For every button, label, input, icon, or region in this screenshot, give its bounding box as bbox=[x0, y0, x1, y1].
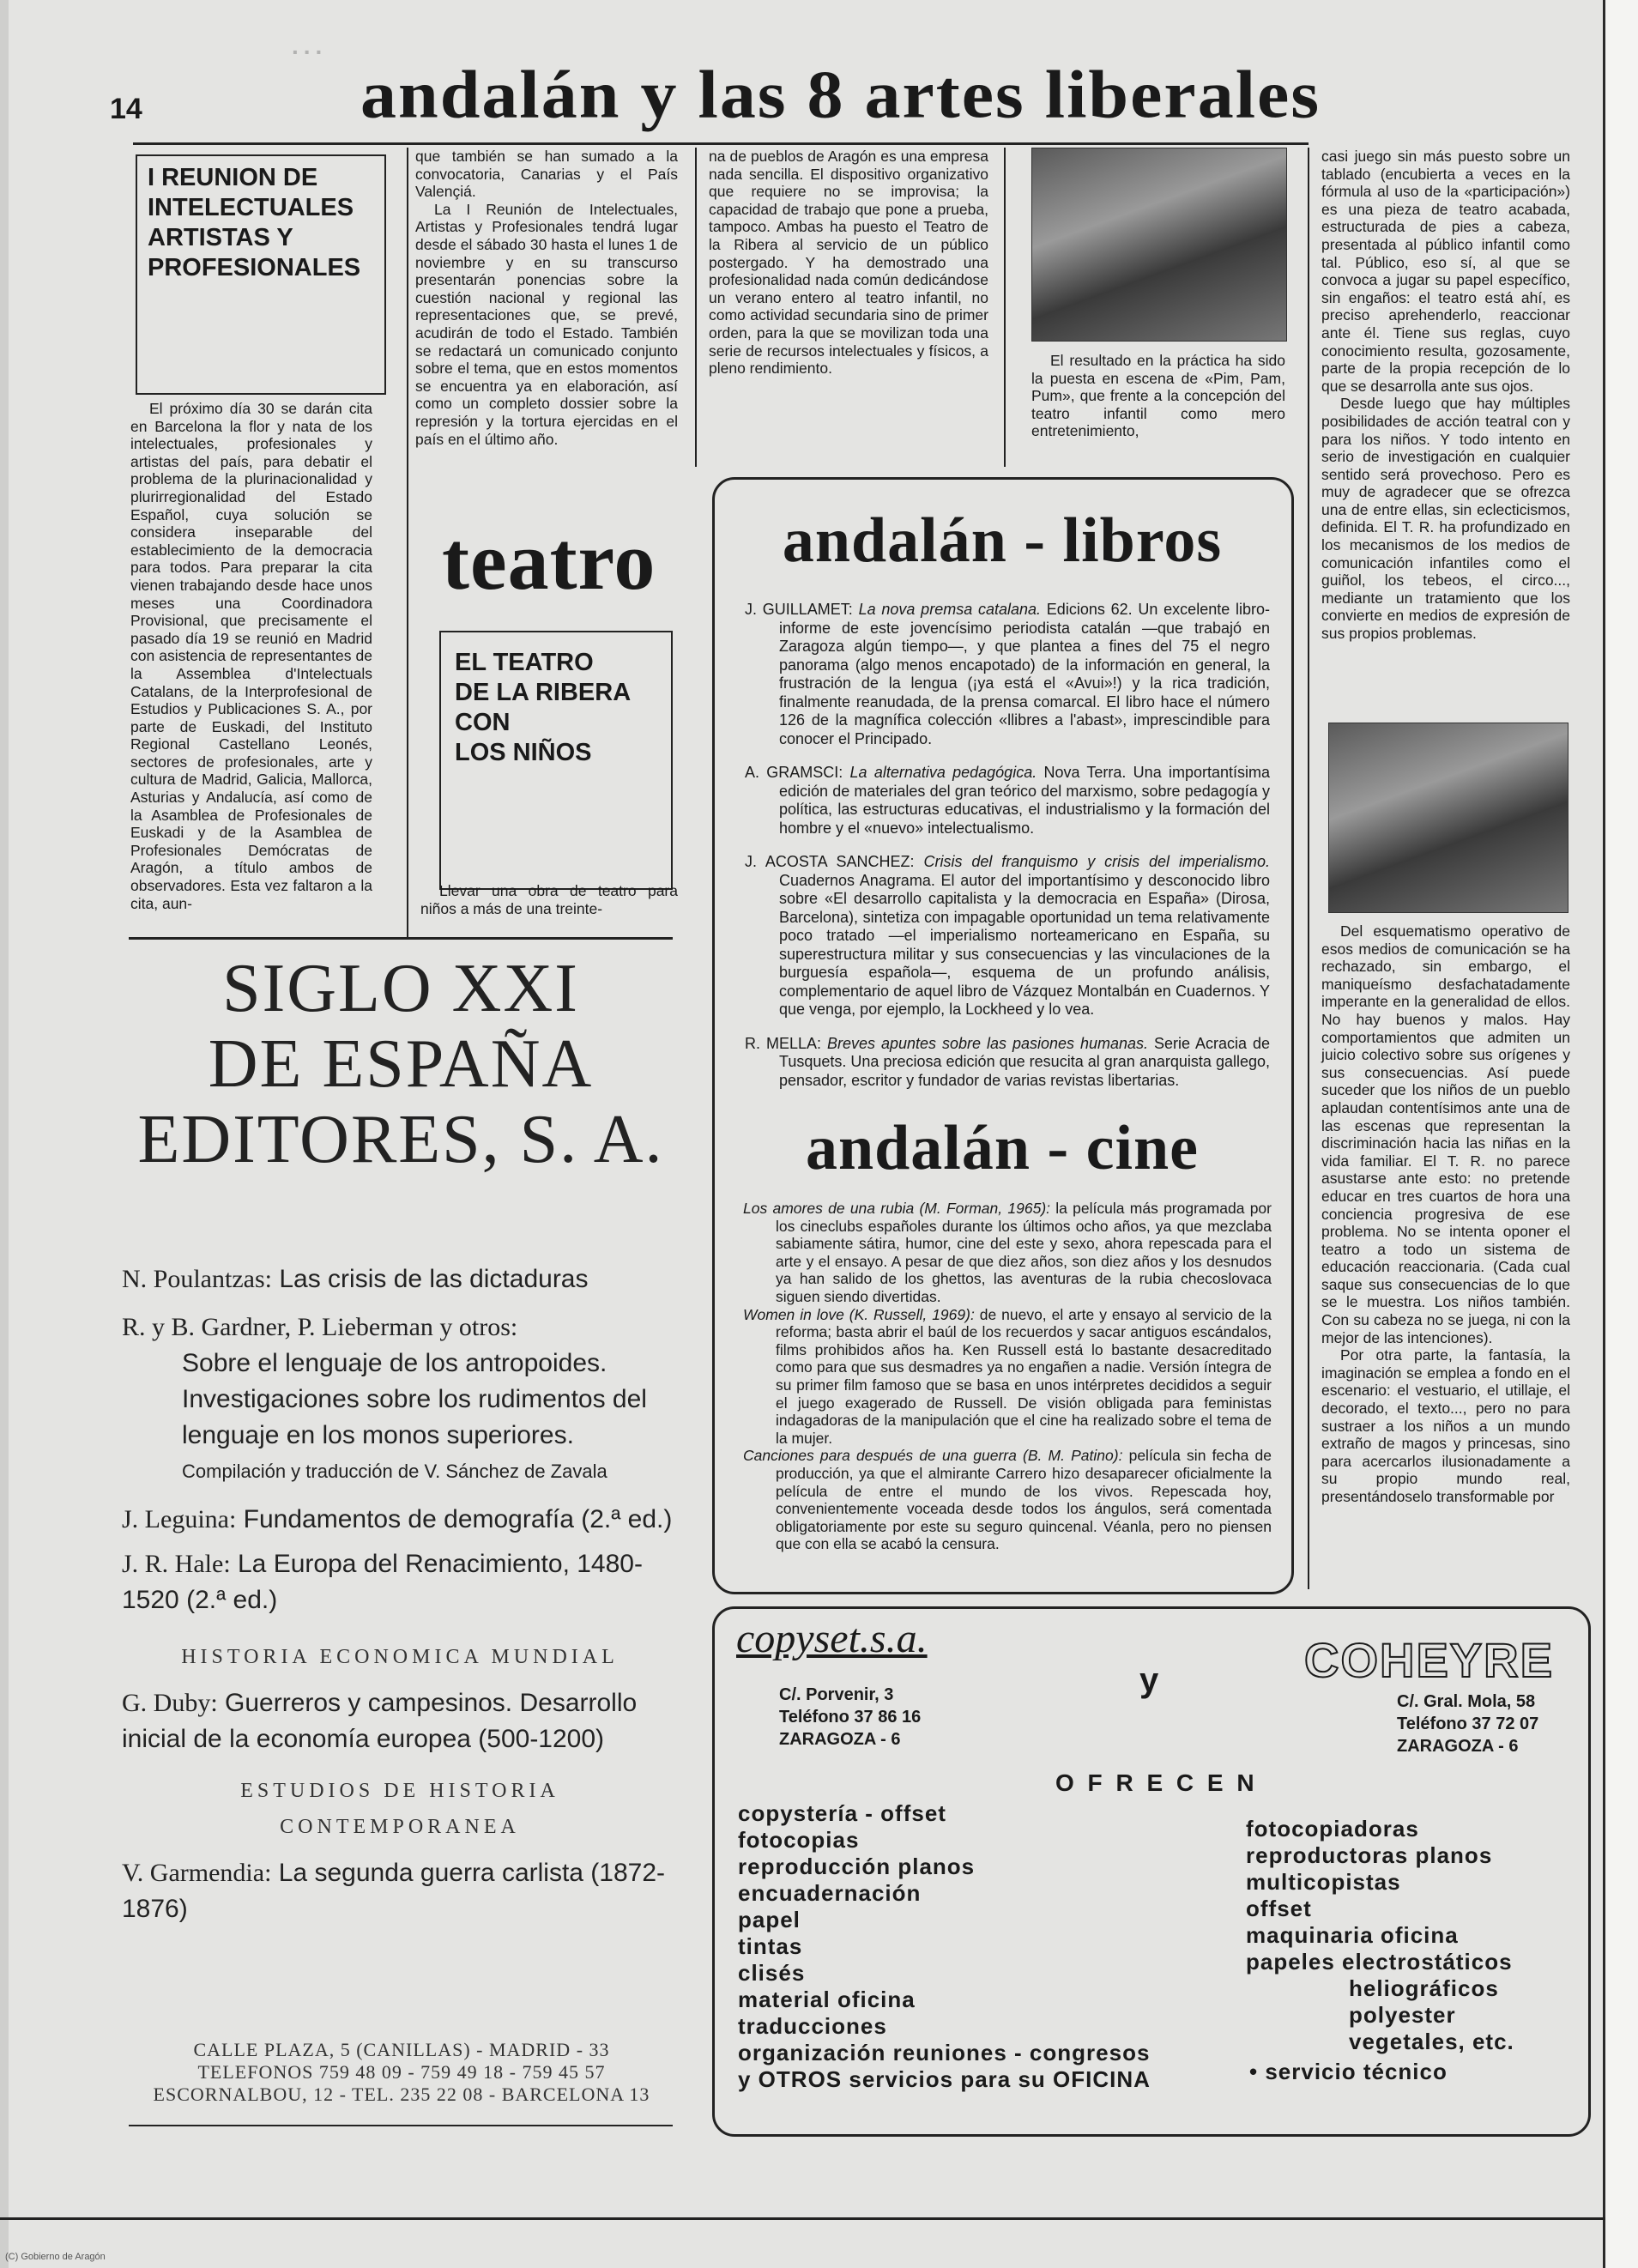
service-item: fotocopiadoras bbox=[1246, 1816, 1419, 1842]
copyset-connector: y bbox=[1139, 1661, 1159, 1699]
col-rule-3 bbox=[1004, 148, 1006, 467]
coheyre-contact bbox=[1397, 1690, 1538, 1757]
teatro-col5-bottom bbox=[1321, 922, 1570, 1506]
header-rule bbox=[133, 142, 1309, 145]
reunion-col1 bbox=[130, 400, 372, 912]
libros-entry bbox=[745, 601, 1270, 748]
ghost-header: ... bbox=[292, 33, 328, 59]
siglo-book-author: J. Leguina: bbox=[122, 1505, 237, 1533]
libros-author: J. ACOSTA SANCHEZ: bbox=[745, 853, 915, 870]
siglo-book-author: R. y B. Gardner, P. Lieberman y otros: bbox=[122, 1313, 518, 1341]
teatro-heading: teatro bbox=[442, 515, 656, 607]
reunion-title-line: ARTISTAS Y bbox=[148, 224, 293, 251]
teatro-photo-1 bbox=[1031, 148, 1287, 342]
cine-text: la película más programada por los cineclubs españoles durante los últimos ocho años, ya que mezclaba sabiamente sátira, humor, cine del este y sexo, ahora repescada para el arte y el ensayo. A pesar de que diez años, son diez años y los desnudos ya han salido de los ghettos, las aventuras de la rubia checoslovaca siguen siendo divertidas. bbox=[776, 1200, 1272, 1305]
service-item: reproducción planos bbox=[738, 1854, 976, 1879]
libros-list bbox=[745, 601, 1270, 1105]
teatro-col5-top bbox=[1321, 148, 1570, 643]
service-item: heliográficos bbox=[1349, 1975, 1499, 2001]
reunion-title-box bbox=[136, 154, 386, 395]
page-number: 14 bbox=[110, 93, 142, 125]
siglo-book-note: Compilación y traducción de V. Sánchez de Zavala bbox=[182, 1461, 607, 1482]
libros-author: J. GUILLAMET: bbox=[745, 601, 853, 618]
footer-credit: (C) Gobierno de Aragón bbox=[5, 2252, 106, 2262]
siglo-book-title: Fundamentos de demografía (2.ª ed.) bbox=[243, 1505, 673, 1533]
siglo-book-author: G. Duby: bbox=[122, 1689, 218, 1717]
cine-text: película sin fecha de producción, ya que el almirante Carrero hizo desaparecer oficialmente la película de entre el mundo de los vivos. Repescada hoy, convenientemente voceada desde todos los ángulos, será comentada obligatoriamente por este su seguro quincenal. Véanla, pero no piensen que con ella se acabó la censura. bbox=[776, 1447, 1272, 1553]
service-item: traducciones bbox=[738, 2013, 887, 2039]
teatro-col5-p4: Por otra parte, la fantasía, la imaginación se emplea a fondo en el escenario: el vestuario, el utillaje, el decorado, el texto..., pero no para sustraer a los niños a un mundo extraño de magos y princesas, sino para acercarlos ilusionadamente a su propio mundo real, presentándoselo transformable por bbox=[1321, 1346, 1570, 1505]
reunion-title-line: PROFESIONALES bbox=[148, 254, 361, 281]
libros-text: Edicions 62. Un excelente libro-informe de este jovencísimo periodista catalán —que trabajó en Zaragoza algún tiempo—, y que plantea a fines del 75 el negro panorama (algo menos encapotado) de la información en general, la frustración de la lengua (¡ya está el «Avui»!) y la rica tradición, finalmente reanudada, de la prensa comarcal. El libro hace el número 126 de la magnífica colección «llibres a l'abast», imprescindible para conocer el Principado. bbox=[779, 601, 1271, 747]
teatro-col3-text: na de pueblos de Aragón es una empresa nada sencilla. El dispositivo organizativo que requiere no se improvisa; la capacidad de trabajo que pone a prueba, tampoco. Ambas ha puesto el Teatro de la Ribera al servicio de un público postergado. Y ha demostrado una profesionalidad nada común dedicándose un verano entero al teatro infantil, no como actividad secundaria sino de primer orden, para la que se movilizan toda una serie de recursos intelectuales y físicos, a pleno rendimiento. bbox=[709, 148, 988, 378]
page-left-edge bbox=[0, 0, 9, 2268]
masthead: andalán y las 8 artes liberales bbox=[360, 57, 1321, 133]
siglo-title-line: DE ESPAÑA bbox=[208, 1026, 594, 1102]
copyset-contact bbox=[779, 1684, 921, 1751]
libros-title: La nova premsa catalana. bbox=[858, 601, 1042, 618]
coheyre-contact-line: C/. Gral. Mola, 58 bbox=[1397, 1692, 1536, 1711]
siglo-ad bbox=[129, 951, 673, 1177]
siglo-address-line: CALLE PLAZA, 5 (CANILLAS) - MADRID - 33 bbox=[193, 2039, 610, 2060]
copyset-contact-line: ZARAGOZA - 6 bbox=[779, 1730, 901, 1749]
service-item: papeles electrostáticos bbox=[1246, 1949, 1513, 1975]
siglo-book-title: Las crisis de las dictaduras bbox=[279, 1265, 589, 1293]
siglo-booklist bbox=[122, 1261, 678, 1927]
teatro-title-line: LOS NIÑOS bbox=[455, 739, 592, 766]
teatro-col2-tail-text: Llevar una obra de teatro para niños a más de una treinte- bbox=[420, 882, 678, 917]
ad-top-rule bbox=[129, 937, 673, 940]
teatro-col5-p2: Desde luego que hay múltiples posibilidades de acción teatral con y para los niños. Y todo intento en serio de investigación en cualquier sentido será provechoso. Pero es muy de agradecer que se ofrezca una de entre ellas, sin eclecticismos, definida. El T. R. ha profundizado en los mecanismos de los medios de comunicación infantiles como el guiñol, los tebeos, el circo..., mediante un tratamiento que los convierte en medios de expresión de sus propios problemas. bbox=[1321, 395, 1570, 643]
teatro-col4-caption bbox=[1031, 352, 1285, 440]
ad-bottom-rule bbox=[129, 2125, 673, 2126]
libros-entry bbox=[745, 764, 1270, 838]
teatro-title-line: EL TEATRO bbox=[455, 649, 594, 676]
siglo-title-line: EDITORES, S. A. bbox=[137, 1102, 664, 1177]
col-rule-4 bbox=[1308, 148, 1309, 1589]
copyset-contact-line: Teléfono 37 86 16 bbox=[779, 1708, 922, 1727]
siglo-book bbox=[122, 1502, 678, 1538]
copyset-contact-line: C/. Porvenir, 3 bbox=[779, 1685, 894, 1704]
footer-rule bbox=[0, 2217, 1605, 2220]
copyset-services-left bbox=[738, 1800, 1218, 2093]
service-item: material oficina bbox=[738, 1987, 916, 2012]
service-item: • servicio técnico bbox=[1249, 2059, 1448, 2084]
coheyre-contact-line: ZARAGOZA - 6 bbox=[1397, 1737, 1519, 1756]
teatro-col5-p1: casi juego sin más puesto sobre un tablado (encubierta a veces en la fórmula al uso de la «participación») es una pieza de teatro acabada, estructurada de pies a cabeza, presentada al público infantil como tal. Público, eso sí, al que se convoca a jugar su papel específico, sin engaños: el teatro está ahí, es preciso aprehenderlo, reaccionar ante él. Tiene sus reglas, cuyo conocimiento resulta, gozosamente, parte de la propia recepción de lo que se desarrolla ante sus ojos. bbox=[1321, 148, 1570, 395]
service-item: maquinaria oficina bbox=[1246, 1922, 1459, 1948]
reunion-col2-p1: que también se han sumado a la convocatoria, Canarias y el País Valençiá. bbox=[415, 148, 678, 201]
siglo-series-2: ESTUDIOS DE HISTORIA CONTEMPORANEA bbox=[240, 1780, 559, 1838]
cine-list bbox=[743, 1200, 1272, 1553]
siglo-book-title: Guerreros y campesinos. Desarrollo inicial de la economía europea (500-1200) bbox=[122, 1689, 638, 1753]
reunion-col2 bbox=[415, 148, 678, 448]
service-item: polyester bbox=[1349, 2002, 1456, 2028]
siglo-book bbox=[122, 1546, 678, 1618]
copyset-logo: copyset.s.a. bbox=[736, 1616, 928, 1661]
libros-text: Serie Acracia de Tusquets. Una preciosa edición que resucita al gran anarquista gallego, pensador, escritor y fundador de varias revistas libertarias. bbox=[779, 1034, 1270, 1089]
siglo-book-title: La segunda guerra carlista (1872-1876) bbox=[122, 1859, 666, 1923]
service-item: fotocopias bbox=[738, 1827, 860, 1853]
service-item: tintas bbox=[738, 1933, 803, 1959]
teatro-col5-p3: Del esquematismo operativo de esos medios de comunicación se ha rechazado, sin embargo, el maniqueísmo desfachatadamente imperante en la generalidad de ellos. No hay buenos y malos. Hay comportamientos que admiten un juicio colectivo sobre sus orígenes y sus consecuencias. Así puede suceder que los niños de un pueblo aplaudan contentísimos ante una de las escenas que representan la discriminación hacia las niñas en la vida familiar. El T. R. no parece asustarse ante esto: no pretende educar en tres cuartos de hora una conciencia progresiva de ese problema. No se intenta oponer el teatro a todo un sistema de educación reaccionaria. (Cada cual saque sus consecuencias de lo que se le muestra. Los niños también. Con su cabeza no se juega, ni con la mejor de las intenciones). bbox=[1321, 922, 1570, 1346]
cine-entry bbox=[743, 1447, 1272, 1553]
copyset-offer: O F R E C E N bbox=[1055, 1769, 1258, 1796]
reunion-title-line: I REUNION DE bbox=[148, 164, 318, 191]
siglo-title-line: SIGLO XXI bbox=[222, 951, 579, 1026]
libros-heading: andalán - libros bbox=[782, 505, 1223, 576]
service-item: copystería - offset bbox=[738, 1800, 946, 1826]
libros-text: Nova Terra. Una importantísima edición de materiales del gran teórico del marxismo, sobre pedagogía y política, las estructuras educativas, el industrialismo y la formación del hombre y el «nuevo» intelectualismo. bbox=[779, 764, 1270, 837]
service-item: clisés bbox=[738, 1960, 806, 1986]
teatro-col3 bbox=[709, 148, 988, 378]
cine-entry bbox=[743, 1200, 1272, 1306]
service-item: offset bbox=[1246, 1896, 1312, 1921]
cine-title: Women in love (K. Russell, 1969): bbox=[743, 1305, 975, 1323]
siglo-address bbox=[120, 2039, 683, 2106]
service-item: encuadernación bbox=[738, 1880, 922, 1906]
col-rule-2 bbox=[695, 148, 697, 467]
reunion-col1-text: El próximo día 30 se darán cita en Barcelona la flor y nata de los intelectuales, profesionales y artistas del país, para debatir el problema de la plurinacionalidad y plurirregionalidad del Estado Español, cuya solución se considera inseparable del establecimiento de la democracia para todos. Para preparar la cita vienen trabajando desde hace unos meses una Coordinadora Provisional, que precisamente el pasado día 19 se reunió en Madrid con asistencia de representantes de la Assemblea d'Intelectuals Catalans, de la Interprofesional de Estudios y Publicaciones S. A., por parte de Euskadi, del Instituto Regional Castellano Leonés, sectores de profesionales, arte y cultura de Madrid, Galicia, Mallorca, Asturias y Andalucía, así como de la Asamblea de Profesionales de Euskadi y de la Asamblea de Profesionales Demócratas de Aragón, a título ambos de observadores. Esta vez faltaron a la cita, aun- bbox=[130, 400, 372, 912]
cine-text: de nuevo, el arte y ensayo al servicio de la reforma; basta abrir el baúl de los recuerdos y sacar antiguos escándalos, films prohibidos años ha. Ken Russell está lo bastante desacreditado como para que sus desmadres ya no engañen a nadie. Versión íntegra de su primer film famoso que se basa en unos intérpretes decididos a seguir el juego exagerado de Russell. De visión obligada para feministas indagadoras de la manipulación que el cine ha realizado sobre el tema de la mujer. bbox=[776, 1305, 1272, 1447]
siglo-series-1: HISTORIA ECONOMICA MUNDIAL bbox=[181, 1646, 619, 1668]
page-right-edge bbox=[1603, 0, 1638, 2268]
teatro-photo-2 bbox=[1328, 723, 1568, 913]
siglo-address-line: ESCORNALBOU, 12 - TEL. 235 22 08 - BARCELONA 13 bbox=[153, 2084, 650, 2105]
siglo-book-title: Sobre el lenguaje de los antropoides. Investigaciones sobre los rudimentos del lenguaje en los monos superiores. bbox=[182, 1349, 647, 1449]
siglo-book-author: J. R. Hale: bbox=[122, 1550, 231, 1578]
libros-title: La alternativa pedagógica. bbox=[849, 764, 1037, 781]
siglo-book bbox=[122, 1855, 678, 1927]
siglo-book bbox=[122, 1685, 678, 1757]
siglo-address-line: TELEFONOS 759 48 09 - 759 49 18 - 759 45 57 bbox=[197, 2061, 606, 2083]
siglo-book-title: La Europa del Renacimiento, 1480-1520 (2.ª ed.) bbox=[122, 1550, 643, 1614]
service-item: vegetales, etc. bbox=[1349, 2029, 1514, 2054]
cine-heading: andalán - cine bbox=[805, 1113, 1200, 1183]
libros-text: Cuadernos Anagrama. El autor del importantísimo y desconocido libro sobre «El desarrollo capitalista y la democracia en España» (Dirosa, Barcelona), sintetiza con impagable oportunidad un tema relativamente poco tratado —el imperialismo norteamericano en España, su superestructura militar y sus consecuencias y las vinculaciones de la burguesía española—, esquema de un profundo análisis, complementario de aquel libro de Vázquez Montalbán en Cuadernos. Y que venga, por ejemplo, la Lockheed y lo vea. bbox=[779, 871, 1270, 1018]
teatro-col4-caption-text: El resultado en la práctica ha sido la puesta en escena de «Pim, Pam, Pum», que frente a la concepción del teatro infantil como mero entretenimiento, bbox=[1031, 352, 1285, 440]
service-item: reproductoras planos bbox=[1246, 1842, 1493, 1868]
siglo-book bbox=[122, 1261, 678, 1297]
libros-author: A. GRAMSCI: bbox=[745, 764, 843, 781]
siglo-book bbox=[122, 1309, 678, 1454]
service-item: y OTROS servicios para su OFICINA bbox=[738, 2066, 1151, 2092]
col-rule-1 bbox=[407, 148, 408, 937]
service-item: multicopistas bbox=[1246, 1869, 1401, 1895]
libros-entry bbox=[745, 1035, 1270, 1091]
reunion-col2-p2: La I Reunión de Intelectuales, Artistas y Profesionales tendrá lugar desde el sábado 30 hasta el lunes 1 de noviembre y en su transcurso presentarán ponencias sobre la cuestión nacional y regional las representaciones que, se prevé, acudirán de todo el Estado. También se redactará un comunicado conjunto sobre el tema, que en estos momentos se encuentra ya en elaboración, así como un completo dossier sobre la represión y la tortura ejercidas en el país en el último año. bbox=[415, 200, 678, 448]
coheyre-contact-line: Teléfono 37 72 07 bbox=[1397, 1715, 1539, 1733]
libros-title: Breves apuntes sobre las pasiones humanas. bbox=[826, 1034, 1149, 1052]
coheyre-logo: COHEYRE bbox=[1304, 1633, 1554, 1687]
copyset-services-right bbox=[1246, 1816, 1572, 2085]
teatro-title-line: CON bbox=[455, 709, 511, 736]
service-item: papel bbox=[738, 1907, 801, 1932]
siglo-book-author: V. Garmendia: bbox=[122, 1859, 272, 1887]
libros-title: Crisis del franquismo y crisis del imperialismo. bbox=[923, 853, 1270, 870]
siglo-book-author: N. Poulantzas: bbox=[122, 1265, 272, 1293]
cine-entry bbox=[743, 1306, 1272, 1448]
cine-title: Canciones para después de una guerra (B. M. Patino): bbox=[743, 1447, 1123, 1465]
teatro-col2-tail bbox=[420, 882, 678, 917]
libros-entry bbox=[745, 853, 1270, 1019]
reunion-title-line: INTELECTUALES bbox=[148, 194, 354, 221]
libros-author: R. MELLA: bbox=[745, 1034, 821, 1052]
service-item: organización reuniones - congresos bbox=[738, 2040, 1151, 2065]
cine-title: Los amores de una rubia (M. Forman, 1965): bbox=[743, 1200, 1051, 1217]
teatro-title-line: DE LA RIBERA bbox=[455, 679, 632, 706]
teatro-title-box bbox=[439, 631, 673, 890]
